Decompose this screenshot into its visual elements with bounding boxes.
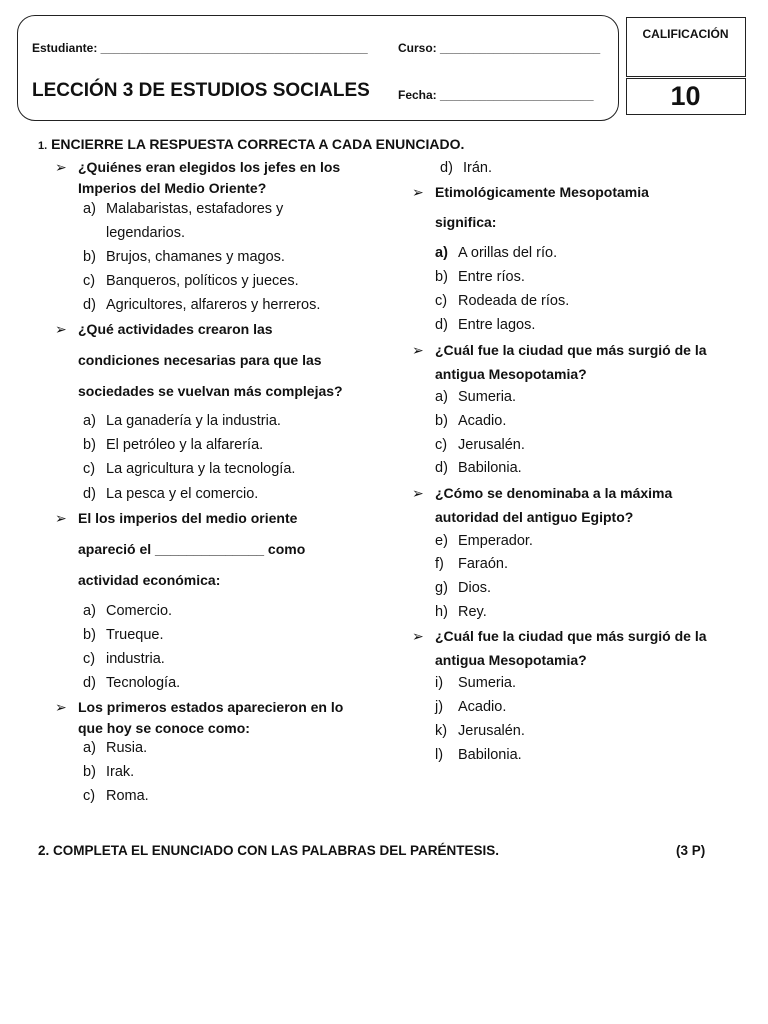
question-4-line-1: Los primeros estados aparecieron en lo <box>78 699 344 715</box>
question-3-line-2: apareció el ______________ como <box>78 541 306 557</box>
question-5-line-2: significa: <box>435 214 497 230</box>
question-3-line-1: El los imperios del medio oriente <box>78 510 298 526</box>
header-box <box>17 15 619 121</box>
arrowhead-bullet-icon: ➢ <box>55 510 67 526</box>
question-6-line-2: antigua Mesopotamia? <box>435 366 587 382</box>
arrowhead-bullet-icon: ➢ <box>412 184 424 200</box>
grade-label-cell <box>626 17 746 77</box>
date-field-label: Fecha: _______________________ <box>398 88 594 102</box>
arrowhead-bullet-icon: ➢ <box>55 699 67 715</box>
section-2-points: (3 P) <box>676 843 706 858</box>
arrowhead-bullet-icon: ➢ <box>412 485 424 501</box>
question-8-line-1: ¿Cuál fue la ciudad que más surgió de la <box>435 628 707 644</box>
section-1-text: ENCIERRE LA RESPUESTA CORRECTA A CADA ENUNCIADO. <box>51 136 465 152</box>
question-2-line-3: sociedades se vuelvan más complejas? <box>78 383 343 399</box>
page-title: LECCIÓN 3 DE ESTUDIOS SOCIALES <box>32 80 370 101</box>
question-1-line-2: Imperios del Medio Oriente? <box>78 180 267 196</box>
grade-label: CALIFICACIÓN <box>642 27 729 41</box>
course-field-label: Curso: ________________________ <box>398 41 601 55</box>
section-1-number: 1. <box>38 140 48 152</box>
question-4-line-2: que hoy se conoce como: <box>78 720 250 736</box>
arrowhead-bullet-icon: ➢ <box>55 159 67 175</box>
question-3-line-3: actividad económica: <box>78 572 221 588</box>
question-2-line-1: ¿Qué actividades crearon las <box>78 321 273 337</box>
grade-box <box>626 17 746 115</box>
arrowhead-bullet-icon: ➢ <box>412 342 424 358</box>
question-7-line-2: autoridad del antiguo Egipto? <box>435 509 634 525</box>
grade-value: 10 <box>670 81 701 111</box>
arrowhead-bullet-icon: ➢ <box>55 321 67 337</box>
question-5-line-1: Etimológicamente Mesopotamia <box>435 184 649 200</box>
question-7-line-1: ¿Cómo se denominaba a la máxima <box>435 485 673 501</box>
section-2-title: 2. COMPLETA EL ENUNCIADO CON LAS PALABRAS DEL PARÉNTESIS. <box>38 843 500 858</box>
question-8-line-2: antigua Mesopotamia? <box>435 652 587 668</box>
arrowhead-bullet-icon: ➢ <box>412 628 424 644</box>
question-1-line-1: ¿Quiénes eran elegidos los jefes en los <box>78 159 341 175</box>
grade-value-cell <box>626 78 746 115</box>
section-1-title <box>38 136 464 152</box>
question-6-line-1: ¿Cuál fue la ciudad que más surgió de la <box>435 342 707 358</box>
question-2-line-2: condiciones necesarias para que las <box>78 352 322 368</box>
student-field-label: Estudiante: ________________________________________ <box>32 41 368 55</box>
